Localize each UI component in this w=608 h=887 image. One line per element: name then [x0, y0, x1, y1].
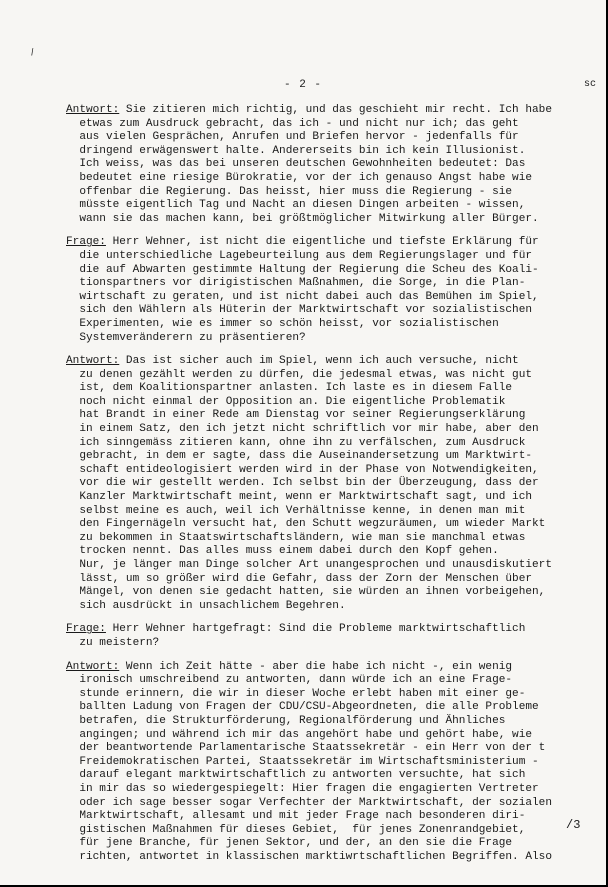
page-number: - 2 -: [284, 79, 323, 91]
text-line: ironisch umschreibend zu antworten, dann würde ich an eine Frage-: [66, 674, 513, 687]
interview-block: [66, 355, 600, 613]
text-line: sich den Wählern als Hüterin der Marktwirtschaft vor sozialistischen: [66, 304, 533, 317]
text-line: gistischen Maßnahmen für dieses Gebiet, für jenes Zonenrandgebiet,: [66, 823, 526, 836]
text-line: zu bekommen in Staatswirtschaftsländern, wie man sie manchmal etwas: [66, 531, 526, 544]
text-line: Herr Wehner, ist nicht die eigentliche und tiefste Erklärung für: [105, 236, 539, 249]
text-line: wirtschaft zu geraten, und ist nicht dabei auch das Bemühen im Spiel,: [66, 290, 539, 303]
interview-block: [66, 236, 600, 345]
text-line: in einem Satz, den ich jetzt nicht schriftlich vor mir habe, aber den: [66, 423, 539, 436]
text-line: für jene Branche, für jenen Sektor, und der, an den sie die Frage: [66, 837, 513, 850]
text-line: offenbar die Regierung. Das heisst, hier muss die Regierung - sie: [66, 185, 513, 198]
text-line: Wenn ich Zeit hätte - aber die habe ich nicht -, ein wenig: [119, 660, 513, 673]
text-line: in mir das so wiedergespiegelt: Hier fragen die engagierten Vertreter: [66, 782, 539, 795]
continuation-mark: /3: [566, 818, 581, 832]
speaker-label: Antwort:: [66, 660, 120, 673]
text-line: schaft entideologisiert werden wird in der Phase von Notwendigkeiten,: [66, 463, 539, 476]
corner-mark: sc: [584, 79, 597, 90]
speaker-label: Antwort:: [66, 104, 120, 116]
text-line: Freidemokratischen Partei, Staatssekretär im Wirtschaftsministerium -: [66, 755, 539, 768]
text-line: ballten Ladung von Fragen der CDU/CSU-Abgeordneten, die alle Probleme: [66, 701, 539, 714]
text-line: ist, dem Koalitionspartner anlasten. Ich laste es in diesem Falle: [66, 382, 513, 395]
text-line: etwas zum Ausdruck gebracht, das ich - und nicht nur ich; das geht: [66, 117, 519, 130]
text-line: Experimenten, wie es immer so schön heisst, vor sozialistischen: [66, 317, 499, 330]
text-line: bedeutet eine riesige Bürokratie, vor der ich genauso Angst habe wie: [66, 171, 533, 184]
text-line: Kanzler Marktwirtschaft meint, wenn er Marktwirtschaft sagt, und ich: [66, 491, 533, 504]
text-line: sich ausdrückt in unsachlichem Begehren.: [66, 599, 346, 612]
speaker-label: Antwort:: [66, 355, 120, 368]
text-line: den Fingernägeln versucht hat, den Schutt wegzuräumen, um wieder Markt: [66, 518, 546, 531]
speaker-label: Frage:: [66, 236, 106, 249]
text-line: der beantwortende Parlamentarische Staatssekretär - ein Herr von der t: [66, 742, 546, 755]
text-line: Marktwirtschaft, allesamt und mit jeder Frage nach besonderen diri-: [66, 810, 526, 823]
text-line: Das ist sicher auch im Spiel, wenn ich auch versuche, nicht: [119, 355, 519, 368]
text-line: hat Brandt in einer Rede am Dienstag vor seiner Regierungserklärung: [66, 409, 526, 422]
text-line: ich sinngemäss zitieren kann, ohne ihn zu verfälschen, zum Ausdruck: [66, 436, 526, 449]
text-line: gebracht, in dem er sagte, dass die Auseinandersetzung um Marktwirt-: [66, 450, 533, 463]
text-line: oder ich sage besser sogar Verfechter der Marktwirtschaft, der sozialen: [66, 796, 552, 809]
document-body: [66, 104, 600, 874]
text-line: noch nicht einmal der Opposition an. Die eigentliche Problematik: [66, 395, 506, 408]
text-line: tionspartners vor dirigistischen Maßnahmen, die Sorge, in die Plan-: [66, 277, 526, 290]
text-line: richten, antwortet in klassischen marktiwrtschaftlichen Begriffen. Also: [66, 850, 552, 863]
text-line: vor die wir gestellt werden. Ich selbst bin der Überzeugung, dass der: [66, 477, 539, 490]
text-line: Systemveränderern zu präsentieren?: [66, 331, 306, 344]
text-line: lässt, um so größer wird die Gefahr, dass der Zorn der Menschen über: [66, 572, 533, 585]
text-line: die unterschiedliche Lagebeurteilung aus dem Regierungslager und für: [66, 249, 533, 262]
text-line: darauf elegant marktwirtschaftlich zu antworten versuchte, hat sich: [66, 769, 526, 782]
text-line: zu denen gezählt werden zu dürfen, die jedesmal etwas, was nicht gut: [66, 368, 533, 381]
text-line: trocken nennt. Das alles muss einem dabei durch den Kopf gehen.: [66, 545, 499, 558]
interview-block: [66, 104, 600, 226]
text-line: Ich weiss, was das bei unseren deutschen Gewohnheiten bedeutet: Das: [66, 158, 526, 171]
text-line: müsste eigentlich Tag und Nacht an diesen Dingen arbeiten - wissen,: [66, 199, 526, 212]
scratch-mark: /: [28, 47, 37, 59]
speaker-label: Frage:: [66, 623, 106, 636]
text-line: betrafen, die Strukturförderung, Regionalförderung und Ähnliches: [66, 714, 506, 727]
interview-block: [66, 623, 600, 650]
text-line: Mängel, von denen sie gedacht hatten, sie würden an ihnen vorbeigehen,: [66, 586, 546, 599]
interview-block: [66, 661, 600, 865]
text-line: zu meistern?: [66, 636, 160, 649]
text-line: aus vielen Gesprächen, Anrufen und Briefen hervor - jedenfalls für: [66, 131, 519, 144]
text-line: wann sie das machen kann, bei größtmöglicher Mitwirkung aller Bürger.: [66, 212, 539, 225]
text-line: angingen; und während ich mir das angehört habe und gehört habe, wie: [66, 728, 533, 741]
text-line: Nur, je länger man Dinge solcher Art unangesprochen und unausdiskutiert: [66, 559, 552, 571]
text-line: Sie zitieren mich richtig, und das geschieht mir recht. Ich habe: [119, 104, 552, 116]
text-line: dringend erwägenswert halte. Andererseits bin ich kein Illusionist.: [66, 144, 526, 157]
text-line: selbst meine es auch, weil ich Verhältnisse kenne, in denen man mit: [66, 504, 526, 517]
text-line: Herr Wehner hartgefragt: Sind die Probleme marktwirtschaftlich: [105, 623, 526, 636]
text-line: stunde erinnern, die wir in dieser Woche erlebt haben mit einer ge-: [66, 687, 526, 700]
text-line: die auf Abwarten gestimmte Haltung der Regierung die Scheu des Koali-: [66, 263, 539, 276]
